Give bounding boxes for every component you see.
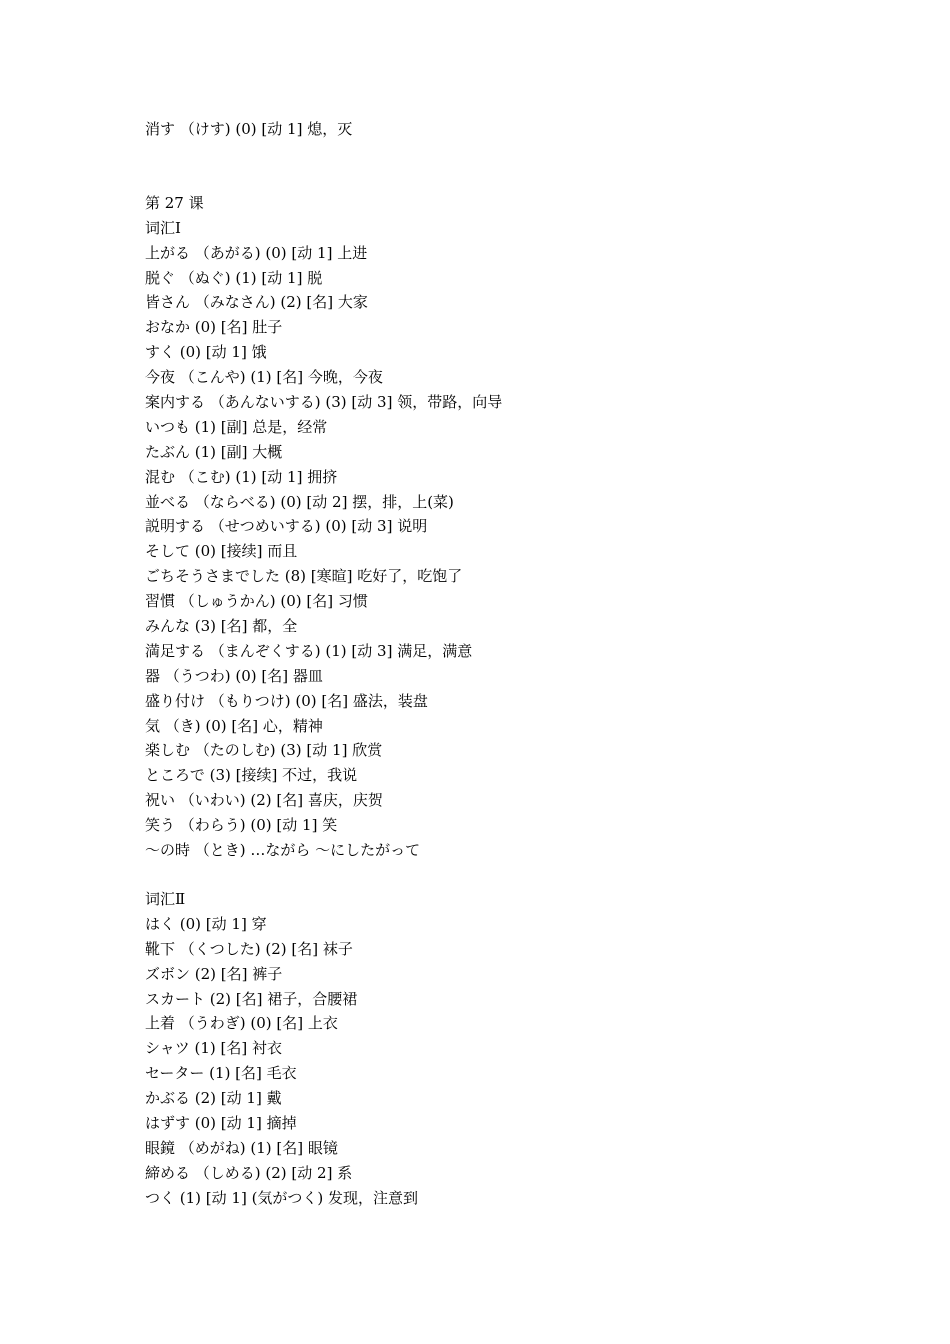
vocab-entry: ズボン (2) [名] 裤子 bbox=[145, 964, 283, 983]
vocab-entry: 説明する （せつめいする) (0) [动 3] 说明 bbox=[145, 517, 428, 536]
vocab-entry: たぶん (1) [副] 大概 bbox=[145, 442, 283, 461]
vocab-entry: 祝い （いわい) (2) [名] 喜庆，庆贺 bbox=[145, 791, 383, 810]
vocab-entry: ごちそうさまでした (8) [寒暄] 吃好了，吃饱了 bbox=[145, 567, 463, 586]
vocab-entry: 並べる （ならべる) (0) [动 2] 摆，排，上(菜) bbox=[145, 492, 454, 511]
vocab1-heading: 词汇Ⅰ bbox=[145, 218, 181, 237]
vocab-entry: 習慣 （しゅうかん) (0) [名] 习惯 bbox=[145, 592, 368, 611]
vocab-entry: 眼鏡 （めがね) (1) [名] 眼镜 bbox=[145, 1138, 338, 1157]
vocab-entry: ～の時 （とき) …ながら ～にしたがって bbox=[145, 841, 421, 860]
lesson-title: 第 27 课 bbox=[145, 193, 204, 212]
vocab-entry: 笑う （わらう) (0) [动 1] 笑 bbox=[145, 816, 338, 835]
vocab-entry: 盛り付け （もりつけ) (0) [名] 盛法，装盘 bbox=[145, 691, 428, 710]
vocab-entry: 上着 （うわぎ) (0) [名] 上衣 bbox=[145, 1014, 338, 1033]
vocab-entry: 締める （しめる) (2) [动 2] 系 bbox=[145, 1163, 353, 1182]
vocab2-heading: 词汇Ⅱ bbox=[145, 889, 186, 908]
vocab-entry: いつも (1) [副] 总是，经常 bbox=[145, 417, 328, 436]
vocab-entry: すく (0) [动 1] 饿 bbox=[145, 343, 267, 362]
vocab-entry: そして (0) [接续] 而且 bbox=[145, 542, 298, 561]
vocab-entry: 脱ぐ （ぬぐ) (1) [动 1] 脱 bbox=[145, 268, 323, 287]
vocab-entry: 今夜 （こんや) (1) [名] 今晚，今夜 bbox=[145, 368, 383, 387]
vocab-entry: おなか (0) [名] 肚子 bbox=[145, 318, 283, 337]
vocab-entry: 混む （こむ) (1) [动 1] 拥挤 bbox=[145, 467, 338, 486]
vocab-entry: 器 （うつわ) (0) [名] 器皿 bbox=[145, 666, 323, 685]
vocab-entry: はずす (0) [动 1] 摘掉 bbox=[145, 1113, 297, 1132]
vocab-entry: 皆さん （みなさん) (2) [名] 大家 bbox=[145, 293, 368, 312]
vocab-entry: スカート (2) [名] 裙子，合腰裙 bbox=[145, 989, 358, 1008]
vocab-entry: セーター (1) [名] 毛衣 bbox=[145, 1064, 297, 1083]
vocab-entry-top: 消す （けす) (0) [动 1] 熄，灭 bbox=[145, 120, 353, 138]
vocab-entry: 上がる （あがる) (0) [动 1] 上进 bbox=[145, 243, 368, 262]
vocab-entry: シャツ (1) [名] 衬衣 bbox=[145, 1039, 282, 1058]
vocab-entry: 靴下 （くつした) (2) [名] 袜子 bbox=[145, 939, 353, 958]
vocab-entry: みんな (3) [名] 都，全 bbox=[145, 617, 298, 636]
vocab-entry: 楽しむ （たのしむ) (3) [动 1] 欣赏 bbox=[145, 741, 383, 760]
vocab-entry: 満足する （まんぞくする) (1) [动 3] 满足，满意 bbox=[145, 641, 473, 660]
vocab1-list bbox=[145, 241, 905, 863]
vocab-entry: つく (1) [动 1] (気がつく) 发现，注意到 bbox=[145, 1188, 419, 1207]
document-page bbox=[145, 117, 905, 1211]
spacer bbox=[145, 142, 905, 191]
vocab-entry: ところで (3) [接续] 不过，我说 bbox=[145, 766, 358, 785]
spacer bbox=[145, 863, 905, 887]
vocab-entry: 気 （き) (0) [名] 心，精神 bbox=[145, 716, 323, 735]
vocab-entry: かぶる (2) [动 1] 戴 bbox=[145, 1089, 282, 1108]
vocab-entry: 案内する （あんないする) (3) [动 3] 领，带路，向导 bbox=[145, 393, 503, 412]
vocab2-list bbox=[145, 912, 905, 1211]
vocab-entry: はく (0) [动 1] 穿 bbox=[145, 914, 267, 933]
